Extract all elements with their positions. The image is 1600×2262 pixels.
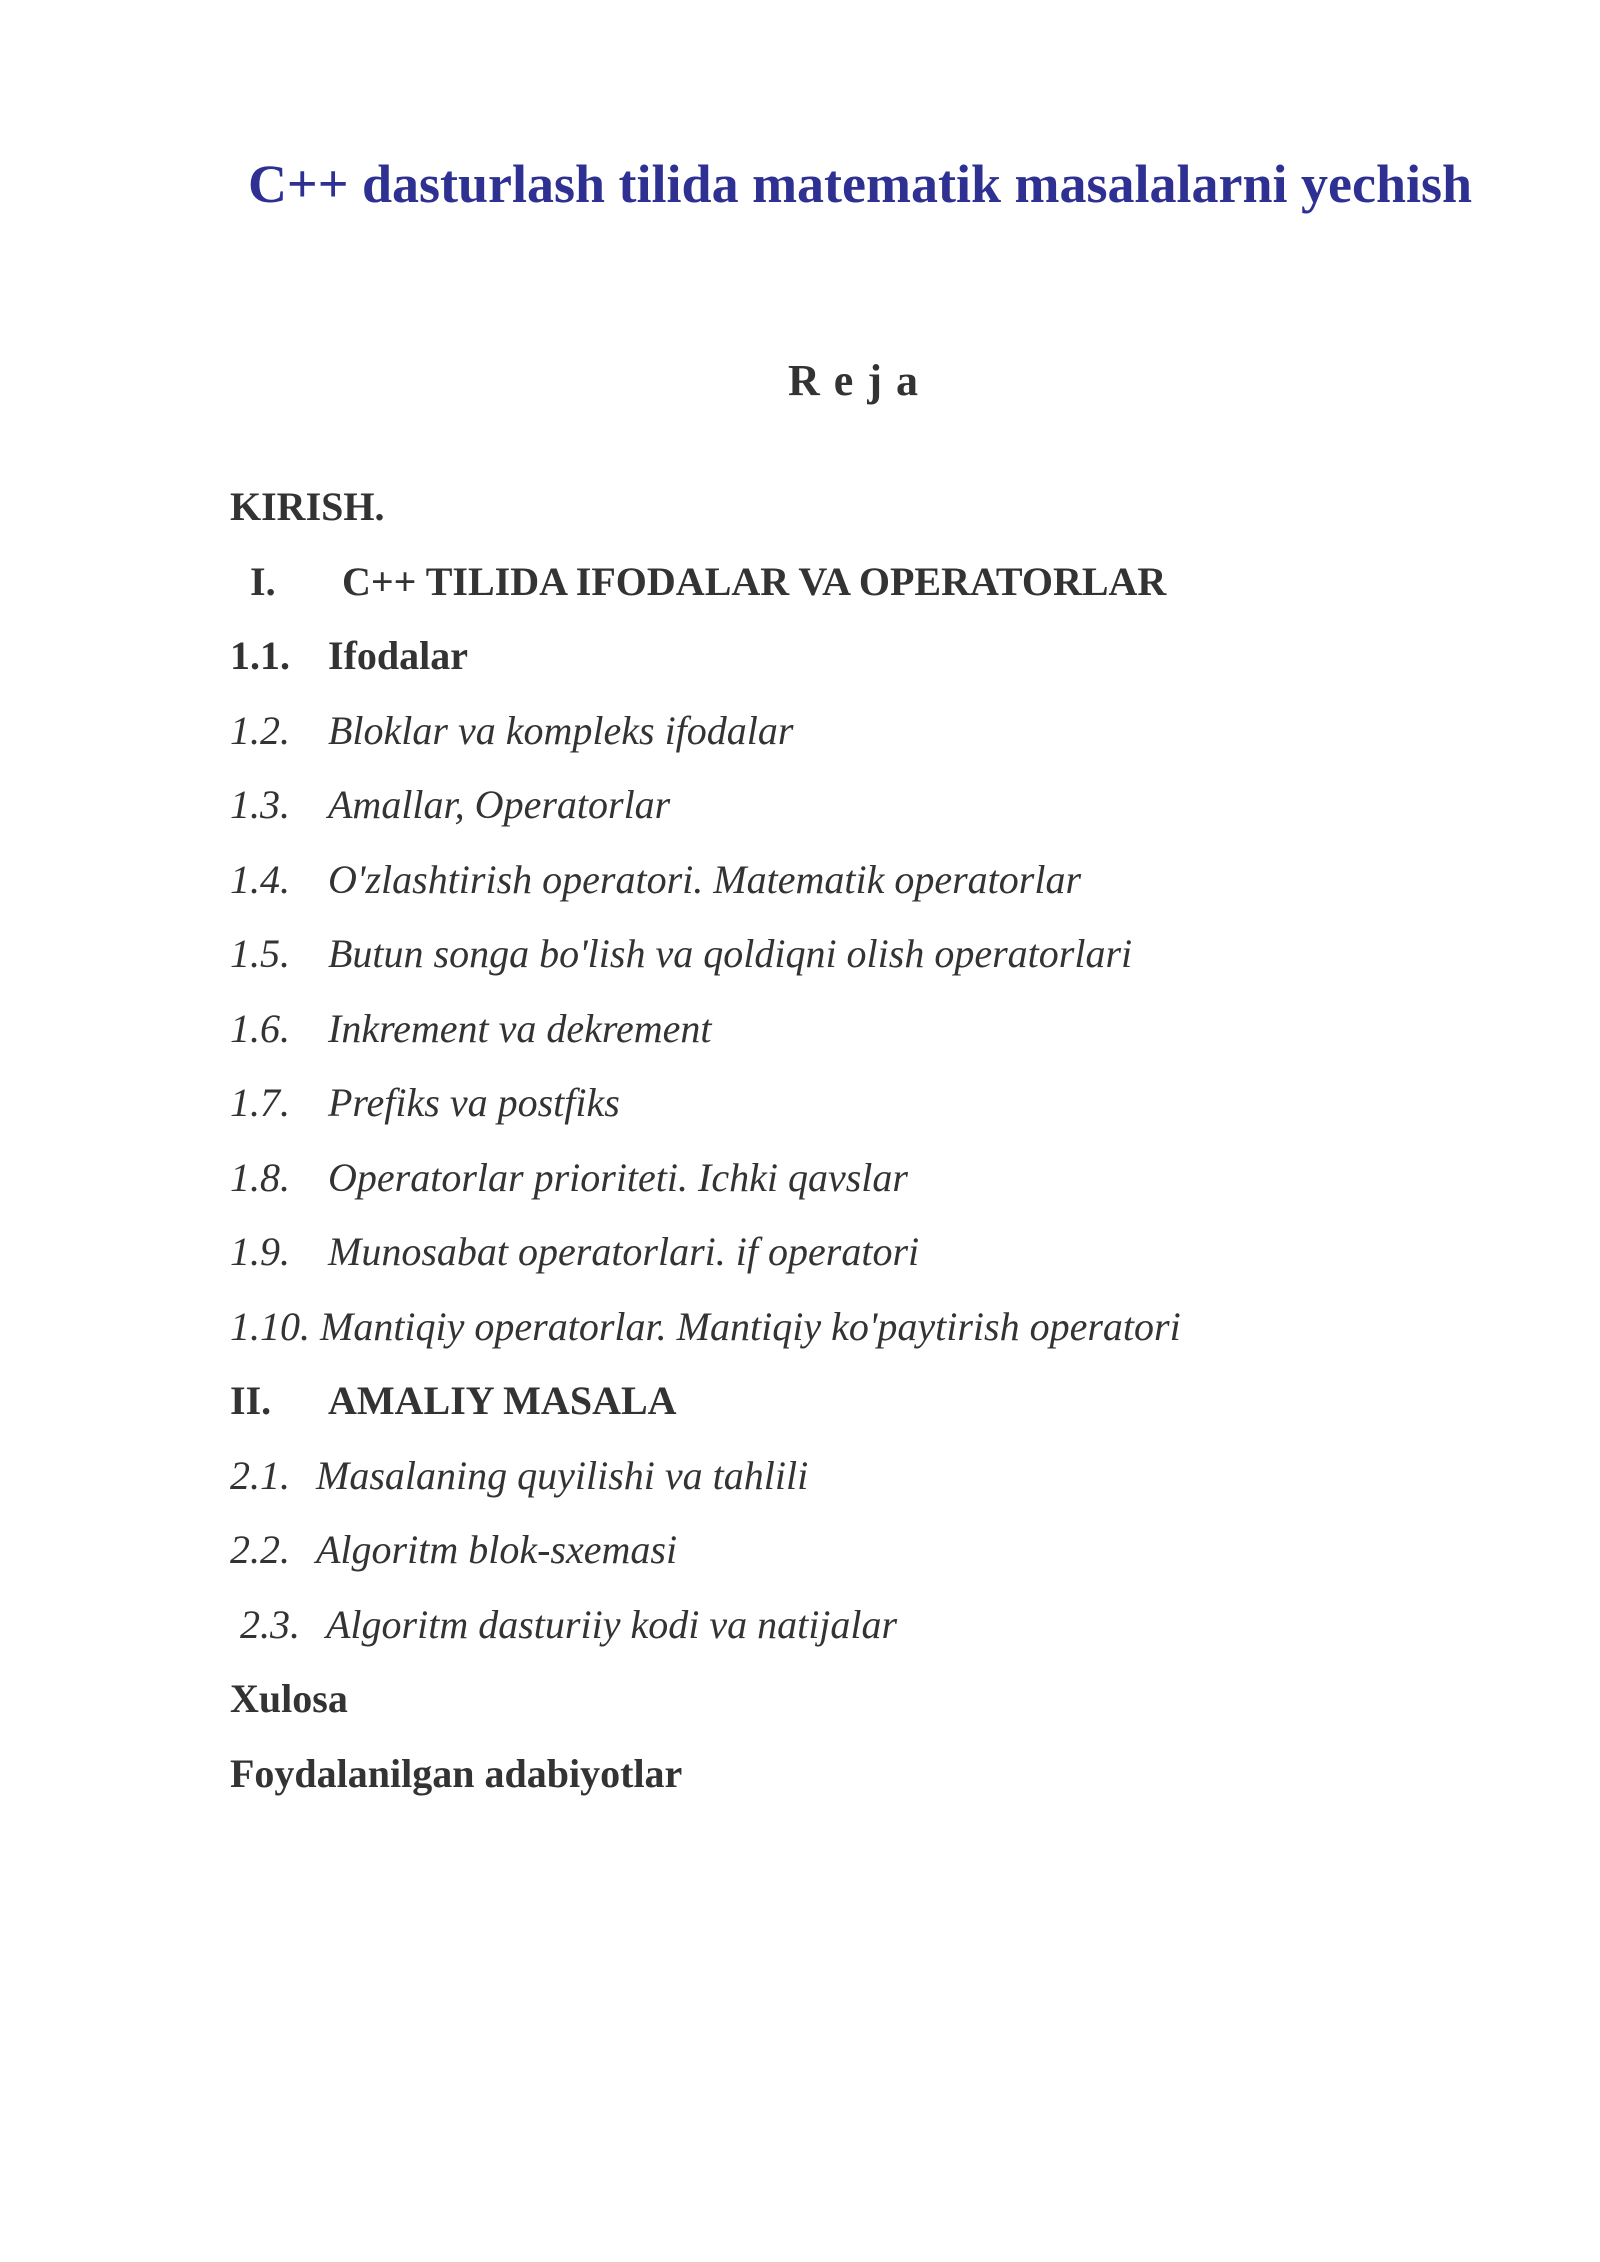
toc-item-text: Bloklar va kompleks ifodalar [328, 707, 794, 753]
toc-item-text: Masalaning quyilishi va tahlili [316, 1452, 809, 1498]
toc-item-text: Foydalanilgan adabiyotlar [230, 1750, 683, 1796]
toc-item-number: 2.3. [240, 1601, 300, 1647]
toc-item-2-2 [230, 1513, 1460, 1588]
toc-item-text: Mantiqiy operatorlar. Mantiqiy ko'paytirish operatori [320, 1303, 1181, 1349]
toc-item-number: 1.10. [230, 1303, 310, 1349]
toc-item-text: Prefiks va postfiks [328, 1080, 620, 1125]
toc-item-number: 2.1. [230, 1452, 290, 1498]
toc-item-number: 1.3. [230, 782, 290, 827]
table-of-contents [230, 470, 1460, 1811]
toc-item-1-5 [230, 917, 1460, 992]
toc-item-number: I. [250, 558, 276, 604]
toc-item-number: 1.1. [230, 633, 290, 678]
toc-item-number: 2.2. [230, 1527, 290, 1572]
toc-item-text: KIRISH. [230, 484, 385, 529]
toc-item-number: 1.7. [230, 1080, 290, 1125]
toc-item-number: 1.2. [230, 707, 290, 753]
toc-item-kirish [230, 470, 1460, 545]
toc-item-text: Algoritm blok-sxemasi [316, 1527, 678, 1572]
toc-item-1-8 [230, 1141, 1460, 1216]
toc-item-number: 1.4. [230, 856, 290, 902]
toc-item-adabiyotlar [230, 1737, 1460, 1812]
toc-item-2-1 [230, 1439, 1460, 1514]
toc-item-text: Amallar, Operatorlar [328, 782, 671, 827]
toc-item-section-1 [230, 545, 1460, 620]
toc-item-number: 1.6. [230, 1005, 290, 1051]
toc-item-text: O'zlashtirish operatori. Matematik operatorlar [328, 856, 1082, 902]
toc-item-text: Operatorlar prioriteti. Ichki qavslar [328, 1154, 908, 1200]
toc-item-1-3 [230, 768, 1460, 843]
toc-item-number: 1.9. [230, 1229, 290, 1274]
toc-item-1-9 [230, 1215, 1460, 1290]
toc-item-1-6 [230, 992, 1460, 1067]
toc-item-text: Inkrement va dekrement [328, 1005, 712, 1051]
document-title: C++ dasturlash tilida matematik masalalarni yechish [247, 154, 1473, 214]
toc-item-2-3 [230, 1588, 1460, 1663]
toc-item-1-7 [230, 1066, 1460, 1141]
toc-item-1-10 [230, 1290, 1460, 1365]
document-subtitle: Reja [788, 356, 932, 405]
toc-item-text: C++ TILIDA IFODALAR VA OPERATORLAR [342, 558, 1167, 604]
toc-item-text: Algoritm dasturiiy kodi va natijalar [326, 1601, 898, 1647]
toc-item-1-2 [230, 694, 1460, 769]
toc-item-1-4 [230, 843, 1460, 918]
toc-item-text: Munosabat operatorlari. if operatori [328, 1229, 920, 1274]
toc-item-section-2 [230, 1364, 1460, 1439]
toc-item-1-1 [230, 619, 1460, 694]
toc-item-number: II. [230, 1378, 272, 1423]
toc-item-number: 1.8. [230, 1154, 290, 1200]
toc-item-text: Butun songa bo'lish va qoldiqni olish operatorlari [328, 931, 1133, 976]
toc-item-text: Xulosa [230, 1676, 348, 1721]
toc-item-text: Ifodalar [328, 633, 468, 678]
toc-item-xulosa [230, 1662, 1460, 1737]
toc-item-number: 1.5. [230, 931, 290, 976]
toc-item-text: AMALIY MASALA [328, 1378, 677, 1423]
